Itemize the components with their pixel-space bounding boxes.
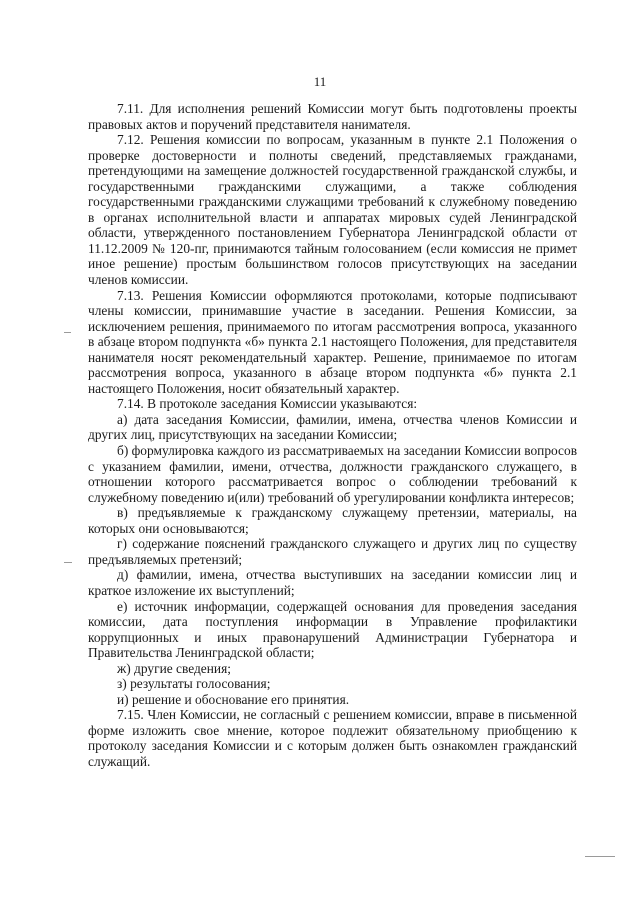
document-body bbox=[88, 101, 577, 770]
list-item-z: з) результаты голосования; bbox=[117, 676, 271, 692]
paragraph-7-15: 7.15. Член Комиссии, не согласный с решением комиссии, вправе в письменной форме изложить свое мнение, которое подлежит обязательному приобщению к протоколу заседания Комиссии и с которым должен быть ознакомлен гражданский служащий. bbox=[88, 707, 577, 769]
scan-mark-left-1 bbox=[64, 332, 71, 333]
paragraph-7-13: 7.13. Решения Комиссии оформляются протоколами, которые подписывают члены комиссии, принимавшие участие в заседании. Решения Комиссии, за исключением решения, принимаемого по итогам рассмотрения вопроса, указанного в абзаце втором подпункта «б» пункта 2.1 настоящего Положения, для представителя нанимателя носят рекомендательный характер. Решение, принимаемое по итогам рассмотрения вопроса, указанного в абзаце втором подпункта «б» пункта 2.1 настоящего Положения, носит обязательный характер. bbox=[88, 287, 577, 396]
list-item-b: б) формулировка каждого из рассматриваемых на заседании Комиссии вопросов с указанием фамилии, имени, отчества, должности гражданского служащего, в отношении которого рассматривается вопрос о соблюдении требований к служебному поведению и(или) требований об урегулировании конфликта интересов; bbox=[88, 443, 578, 505]
list-item-zh: ж) другие сведения; bbox=[117, 660, 231, 676]
paragraph-7-11: 7.11. Для исполнения решений Комиссии могут быть подготовлены проекты правовых актов и поручений представителя нанимателя. bbox=[88, 101, 577, 132]
list-item-e: е) источник информации, содержащей основания для проведения заседания комиссии, дата поступления информации в Управление профилактики коррупционных и иных правонарушений Администрации Губернатора и Правительства Ленинградской области; bbox=[88, 598, 577, 661]
list-item-v: в) предъявляемые к гражданскому служащему претензии, материалы, на которых они основываются; bbox=[88, 505, 577, 536]
list-item-a: а) дата заседания Комиссии, фамилии, имена, отчества членов Комиссии и других лиц, присутствующих на заседании Комиссии; bbox=[88, 411, 577, 443]
paragraph-7-14: 7.14. В протоколе заседания Комиссии указываются: bbox=[117, 396, 418, 412]
paragraph-7-12: 7.12. Решения комиссии по вопросам, указанным в пункте 2.1 Положения о проверке достоверности и полноты сведений, представляемых гражданами, претендующими на замещение должностей государственной гражданской службы, и государственными гражданскими служащими, а также соблюдения государственными гражданскими служащими требований к служебному поведению в органах исполнительной власти и аппаратах мировых судей Ленинградской области, утвержденного постановлением Губернатора Ленинградской области от 11.12.2009 № 120-пг, принимаются тайным голосованием (если комиссия не примет иное решение) простым большинством голосов присутствующих на заседании членов комиссии. bbox=[88, 132, 577, 288]
scan-mark-left-2 bbox=[64, 562, 72, 563]
scan-mark-bottom-right bbox=[585, 856, 615, 857]
page-number: 11 bbox=[313, 74, 327, 89]
list-item-g: г) содержание пояснений гражданского служащего и других лиц по существу предъявляемых претензий; bbox=[88, 536, 577, 567]
list-item-i: и) решение и обоснование его принятия. bbox=[117, 691, 350, 707]
list-item-d: д) фамилии, имена, отчества выступивших на заседании комиссии лиц и краткое изложение их выступлений; bbox=[88, 567, 577, 598]
